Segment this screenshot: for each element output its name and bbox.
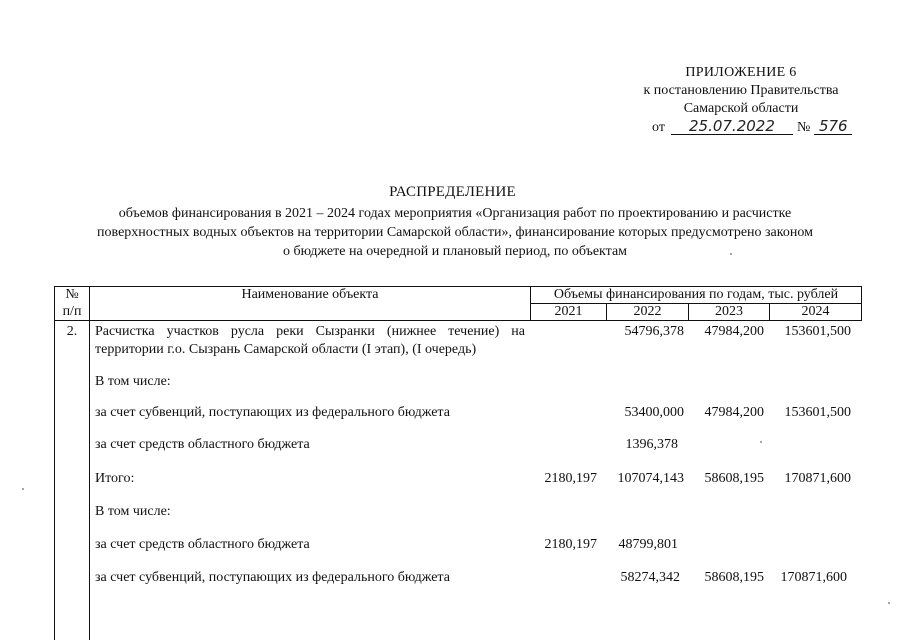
subtitle-line-2: поверхностных водных объектов на территории Самарской области», финансирование которых предусмотрено законом: [97, 225, 813, 240]
subtitle-line-3: о бюджете на очередной и плановый период, по объектам: [282, 244, 628, 259]
scan-speck: [22, 488, 24, 490]
value-2023: 47984,200: [704, 324, 764, 339]
annex-line-3: Самарской области: [683, 101, 799, 116]
row-label: за счет средств областного бюджета: [95, 437, 310, 452]
value-2022: 107074,143: [617, 471, 684, 486]
header-bottom-border: [54, 320, 862, 321]
header-no: №: [65, 287, 79, 302]
document-title: РАСПРЕДЕЛЕНИЕ: [389, 184, 516, 200]
header-year-2023: 2023: [715, 304, 743, 319]
row-label: В том числе:: [95, 504, 171, 519]
handwritten-date: 25.07.2022: [671, 118, 793, 135]
no-column-separator: [89, 286, 90, 640]
header-year-2022: 2022: [633, 304, 662, 319]
header-year-2024: 2024: [801, 304, 830, 319]
row-label: В том числе:: [95, 374, 171, 389]
header-no-sub: п/п: [62, 304, 82, 319]
value-2023: 58608,195: [704, 471, 764, 486]
value-2024: 153601,500: [784, 324, 851, 339]
row-no: 2.: [66, 324, 78, 339]
row-label-total: Итого:: [95, 471, 135, 486]
handwritten-number: 576: [814, 118, 852, 135]
value-2022: 54796,378: [624, 324, 684, 339]
value-2021: 2180,197: [544, 537, 597, 552]
value-2024: 170871,600: [784, 471, 851, 486]
value-2024: 153601,500: [784, 405, 851, 420]
value-2024: 170871,600: [780, 570, 847, 585]
row-label: за счет субвенций, поступающих из федерального бюджета: [95, 405, 450, 420]
annex-header: [621, 64, 861, 118]
annex-line-2: к постановлению Правительства: [643, 83, 839, 98]
row-label: за счет субвенций, поступающих из федерального бюджета: [95, 570, 450, 585]
value-2022: 1396,378: [625, 437, 678, 452]
scan-speck: [760, 441, 762, 443]
scan-speck: [730, 253, 732, 255]
scan-speck: [888, 602, 890, 604]
header-name: Наименование объекта: [241, 287, 379, 302]
value-2023: 58608,195: [704, 570, 764, 585]
header-year-2021: 2021: [554, 304, 583, 319]
value-2022: 58274,342: [620, 570, 680, 585]
number-label: №: [796, 120, 811, 135]
subtitle-line-1: объемов финансирования в 2021 – 2024 годах мероприятия «Организация работ по проектированию и расчистке: [118, 206, 792, 221]
value-2022: 48799,801: [618, 537, 678, 552]
header-funding: Объемы финансирования по годам, тыс. рублей: [553, 287, 839, 302]
table-right-border: [861, 286, 862, 320]
value-2021: 2180,197: [544, 471, 597, 486]
annex-title: ПРИЛОЖЕНИЕ 6: [685, 65, 797, 80]
value-2022: 53400,000: [624, 405, 684, 420]
row-label: за счет средств областного бюджета: [95, 537, 310, 552]
annex-date-line: [652, 118, 852, 136]
from-label: от: [652, 120, 665, 135]
object-name: Расчистка участков русла реки Сызранки (нижнее течение) на территории г.о. Сызрань Самарской области (I этап), (I очередь): [95, 324, 525, 357]
value-2023: 47984,200: [704, 405, 764, 420]
